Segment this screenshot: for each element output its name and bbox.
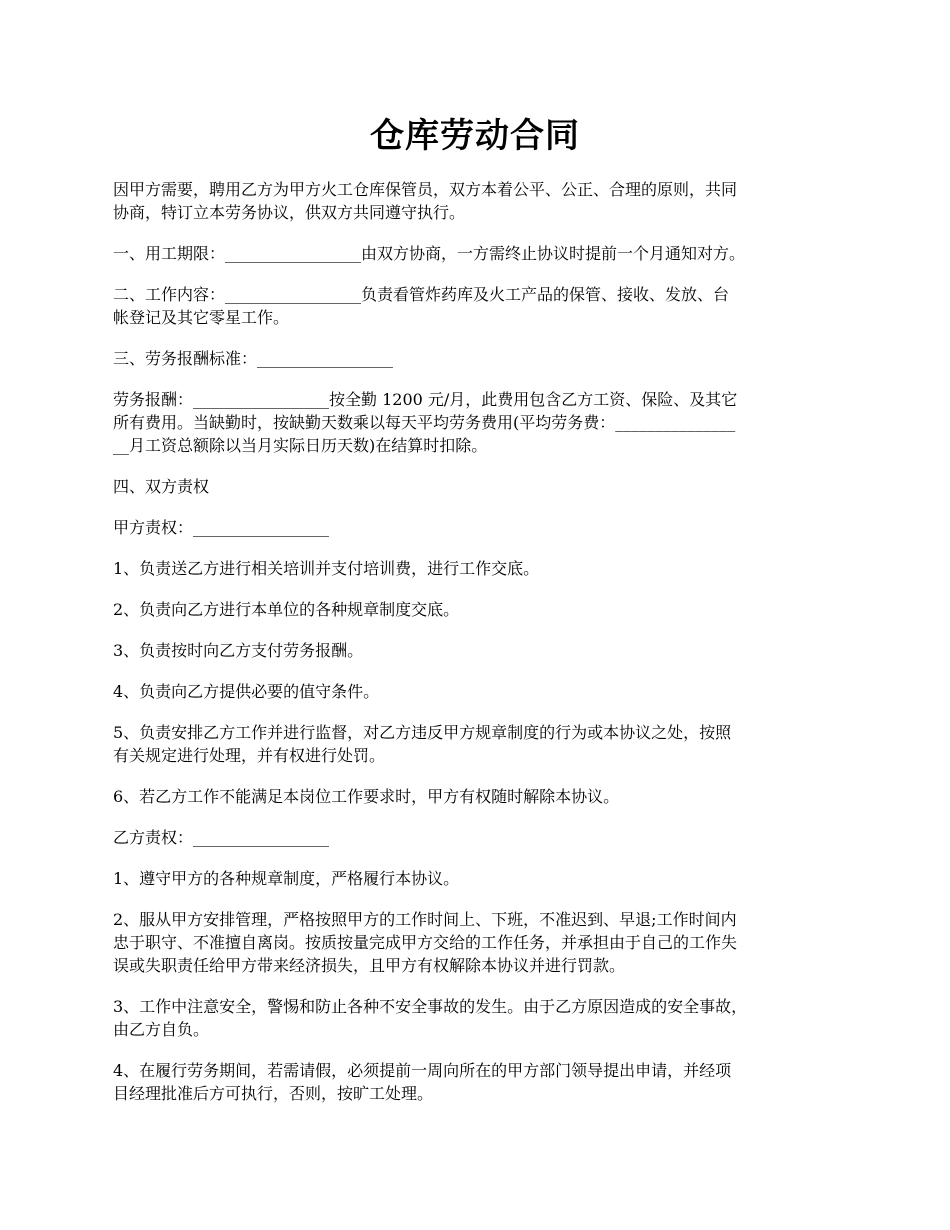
- party-b-item-4: [113, 1059, 841, 1105]
- party-b-item-1: [113, 867, 841, 890]
- text-line: 协商，特订立本劳务协议，供双方共同遵守执行。: [113, 203, 466, 222]
- text-line: 2、负责向乙方进行本单位的各种规章制度交底。: [113, 600, 460, 619]
- text-line: 忠于职守、不准擅自离岗。按质按量完成甲方交给的工作任务，并承担由于自己的工作失: [113, 933, 738, 952]
- text-line: 二、工作内容：_________________负责看管炸药库及火工产品的保管、接收、发放、台: [113, 285, 730, 304]
- party-a-item-6: [113, 785, 841, 808]
- text-line: 1、遵守甲方的各种规章制度，严格履行本协议。: [113, 869, 460, 888]
- party-b-item-3: [113, 995, 841, 1041]
- text-line: 目经理批准后方可执行，否则，按旷工处理。: [113, 1084, 434, 1103]
- text-line: 6、若乙方工作不能满足本岗位工作要求时，甲方有权随时解除本协议。: [113, 787, 620, 806]
- text-line: 误或失职责任给甲方带来经济损失，且甲方有权解除本协议并进行罚款。: [113, 956, 626, 975]
- text-line: 乙方责权：_________________: [113, 828, 330, 847]
- text-line: 有关规定进行处理，并有权进行处罚。: [113, 746, 386, 765]
- party-a-item-4: [113, 680, 841, 703]
- text-line: 三、劳务报酬标准：_________________: [113, 349, 394, 368]
- text-line: 帐登记及其它零星工作。: [113, 308, 290, 327]
- party-a-item-2: [113, 598, 841, 621]
- party-a-item-1: [113, 557, 841, 580]
- text-line: __月工资总额除以当月实际日历天数)在结算时扣除。: [113, 436, 488, 455]
- text-line: 因甲方需要，聘用乙方为甲方火工仓库保管员，双方本着公平、公正、合理的原则，共同: [113, 180, 738, 199]
- paragraph-intro: [113, 178, 841, 224]
- party-a-item-3: [113, 639, 841, 662]
- text-line: 5、负责安排乙方工作并进行监督，对乙方违反甲方规章制度的行为或本协议之处，按照: [113, 723, 732, 742]
- paragraph-work-content: [113, 283, 841, 329]
- text-line: 甲方责权：_________________: [113, 518, 330, 537]
- text-line: 一、用工期限：_________________由双方协商，一方需终止协议时提前一个月通知对方。: [113, 244, 746, 263]
- text-line: 3、负责按时向乙方支付劳务报酬。: [113, 641, 364, 660]
- document-title: 仓库劳动合同: [370, 116, 580, 156]
- text-line: 由乙方自负。: [113, 1020, 210, 1039]
- paragraph-pay: [113, 388, 841, 457]
- text-line: 1、负责送乙方进行相关培训并支付培训费，进行工作交底。: [113, 559, 540, 578]
- party-b-rights-heading: [113, 826, 841, 849]
- paragraph-pay-standard: [113, 347, 841, 370]
- text-line: 劳务报酬：_________________按全勤 1200 元/月，此费用包含乙方工资、保险、及其它: [113, 390, 738, 409]
- party-b-item-2: [113, 908, 841, 977]
- text-line: 4、在履行劳务期间，若需请假，必须提前一周向所在的甲方部门领导提出申请，并经项: [113, 1061, 732, 1080]
- party-a-item-5: [113, 721, 841, 767]
- paragraph-term: [113, 242, 841, 265]
- text-line: 四、双方责权: [113, 477, 210, 496]
- text-line: 2、服从甲方安排管理，严格按照甲方的工作时间上、下班，不准迟到、早退;工作时间内: [113, 910, 737, 929]
- section-heading-rights: [113, 475, 841, 498]
- text-line: 所有费用。当缺勤时，按缺勤天数乘以每天平均劳务费用(平均劳务费：_______________: [113, 413, 736, 432]
- text-line: 4、负责向乙方提供必要的值守条件。: [113, 682, 380, 701]
- document-body: [113, 178, 841, 1123]
- text-line: 3、工作中注意安全，警惕和防止各种不安全事故的发生。由于乙方原因造成的安全事故，: [113, 997, 748, 1016]
- party-a-rights-heading: [113, 516, 841, 539]
